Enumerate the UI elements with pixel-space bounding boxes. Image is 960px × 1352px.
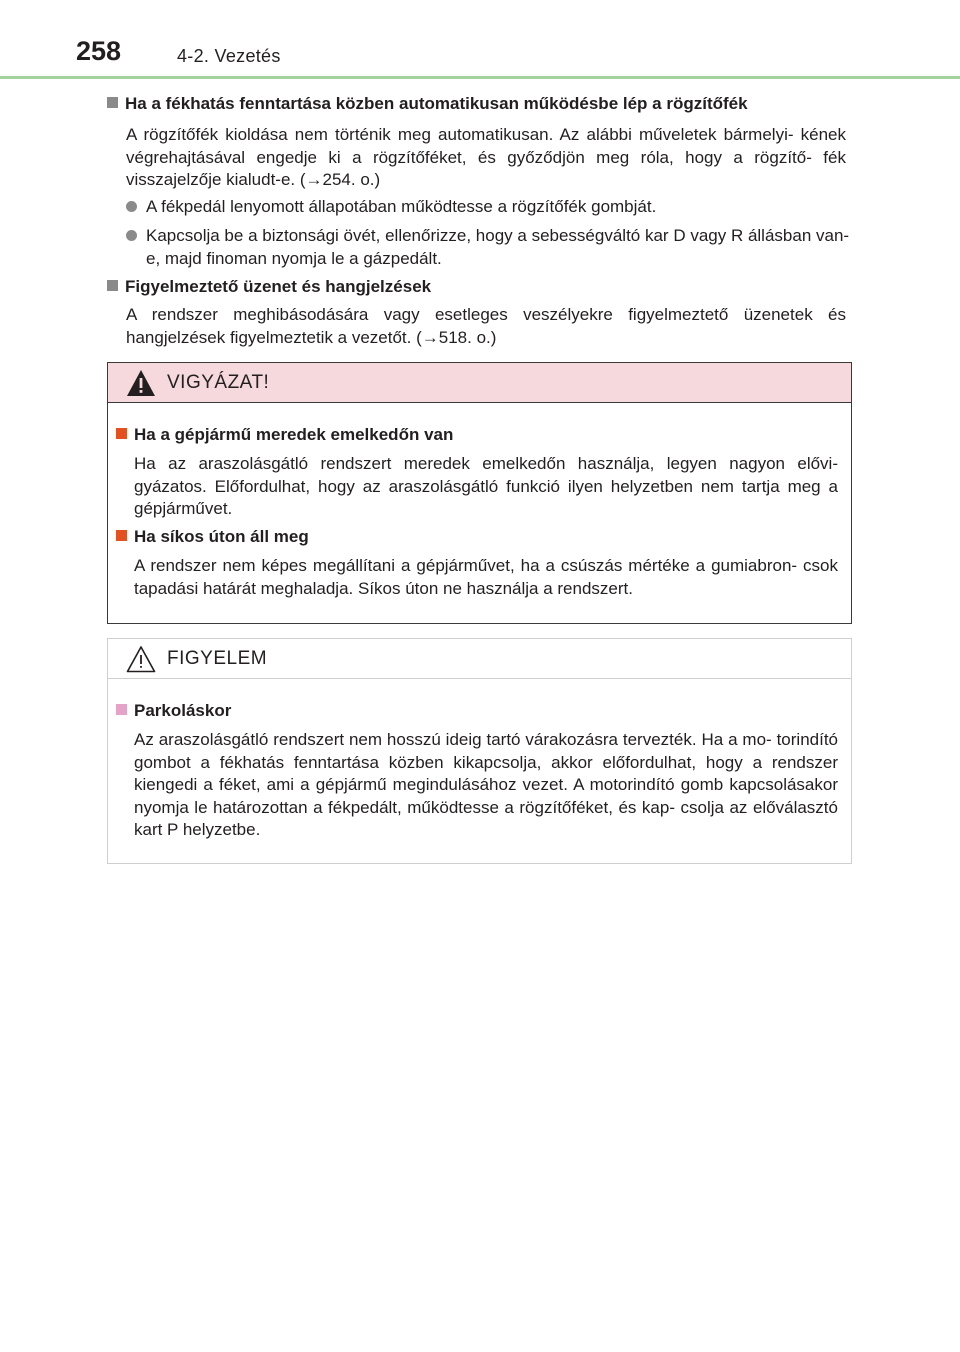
notice-item-body: Az araszolásgátló rendszert nem hosszú ideig tartó várakozásra tervezték. Ha a mo- torindító gombot a fékhatás fenntartása közben kikapcsolja, akkor előfordulhat, hogy a rendszer kiengedi a féket, ami a gépjármű megindulásához vezet. A motorindító gomb kapcsolásakor nyomja le határozottan a fékpedált, működtesse a rögzítőféket, és kap- csolja az előválasztó kart P helyzetbe. — [134, 730, 838, 839]
page-header — [0, 0, 960, 82]
notice-box-header — [108, 639, 851, 679]
section-body: A rendszer meghibásodására vagy esetleges veszélyekre figyelmeztető üzenetek és hangjelzések figyelmeztetik a vezetőt. (→518. o.) — [126, 305, 846, 347]
notice-box — [107, 638, 852, 864]
warning-label: VIGYÁZAT! — [167, 372, 270, 393]
list-item-text: Kapcsolja be a biztonsági övét, ellenőrizze, hogy a sebességváltó kar D vagy R állásban van-e, majd finoman nyomja le a gázpedált. — [146, 226, 850, 268]
section-title-warnings — [107, 276, 431, 298]
pink-square-bullet-icon — [116, 704, 127, 715]
chapter-title: 4-2. Vezetés — [177, 46, 281, 66]
red-square-bullet-icon — [116, 428, 127, 439]
list-item-text: A fékpedál lenyomott állapotában működtesse a rögzítőfék gombját. — [146, 197, 657, 216]
list-item — [126, 196, 854, 219]
page-number: 258 — [76, 36, 122, 66]
warning-item-title — [116, 424, 453, 446]
header-rule — [0, 76, 960, 79]
warning-item-body: A rendszer nem képes megállítani a gépjárművet, ha a csúszás mértéke a gumiabron- csok tapadási határát meghaladja. Síkos úton ne használja a rendszert. — [134, 556, 838, 598]
warning-box — [107, 362, 852, 624]
red-square-bullet-icon — [116, 530, 127, 541]
warning-box-header — [108, 363, 851, 403]
warning-item-body: Ha az araszolásgátló rendszert meredek emelkedőn használja, legyen nagyon elővi- gyázatos. Előfordulhat, hogy az araszolásgátló funkció ilyen helyzetben nem tartja meg a gépjárművet. — [134, 454, 838, 518]
warning-triangle-icon — [126, 369, 156, 397]
outline-triangle-icon — [126, 645, 156, 673]
notice-label: FIGYELEM — [167, 648, 268, 669]
warning-item-title-text: Ha a gépjármű meredek emelkedőn van — [134, 425, 454, 444]
notice-item-title-text: Parkoláskor — [134, 701, 232, 720]
section-body: A rögzítőfék kioldása nem történik meg automatikusan. Az alábbi műveletek bármelyi- kének végrehajtásával engedje ki a rögzítőféket, és győződjön meg róla, hogy a rögzítő- fék visszajelzője kialudt-e. (→254. o.) — [126, 125, 846, 189]
warning-item-title — [116, 526, 309, 548]
gray-circle-bullet-icon — [126, 230, 137, 241]
notice-item-title — [116, 700, 231, 722]
warning-item-title-text: Ha síkos úton áll meg — [134, 527, 309, 546]
section-title-text: Ha a fékhatás fenntartása közben automatikusan működésbe lép a rögzítőfék — [125, 94, 748, 113]
section-title-text: Figyelmeztető üzenet és hangjelzések — [125, 277, 432, 296]
gray-square-bullet-icon — [107, 280, 118, 291]
section-title-parking-brake — [107, 93, 748, 115]
gray-square-bullet-icon — [107, 97, 118, 108]
gray-circle-bullet-icon — [126, 201, 137, 212]
list-item — [126, 225, 854, 270]
